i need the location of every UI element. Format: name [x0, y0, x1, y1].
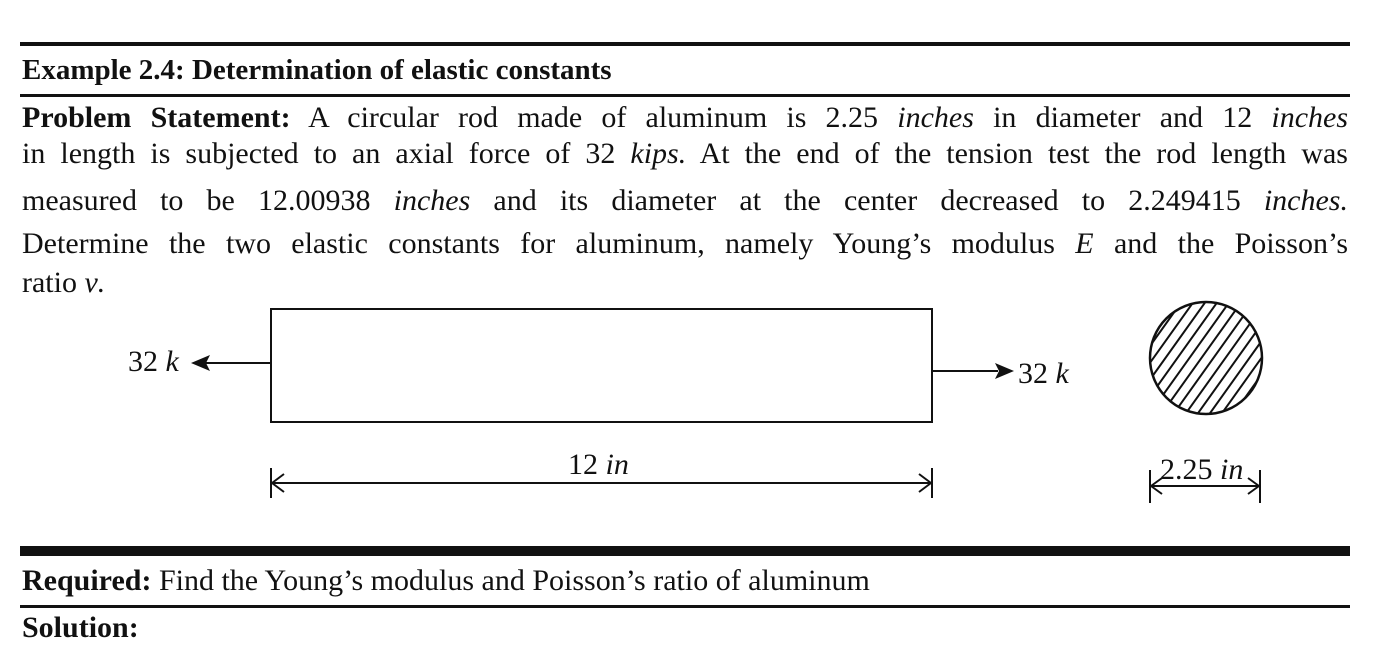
text-segment: in diameter and 12	[973, 101, 1272, 134]
required-line	[22, 563, 870, 599]
rod-body	[271, 309, 932, 422]
required-bottom-rule	[20, 605, 1350, 608]
length-label: 12 in	[568, 448, 629, 481]
text-segment: and the Poisson’s	[1093, 227, 1348, 260]
text-segment: inches	[393, 184, 471, 217]
text-segment: inches	[897, 101, 974, 134]
force-right-label: 32 k	[1018, 357, 1069, 390]
text-segment: Determine the two elastic constants for aluminum, namely Young’s modulus	[22, 227, 1076, 260]
example-title: Example 2.4: Determination of elastic constants	[22, 54, 612, 86]
force-left-label: 32 k	[128, 345, 179, 378]
text-segment: and its diameter at the center decreased to 2.249415	[470, 184, 1264, 217]
diameter-label: 2.25 in	[1160, 453, 1244, 486]
text-segment: ratio	[22, 266, 85, 299]
required-top-rule	[20, 546, 1350, 556]
text-segment: E	[1075, 227, 1094, 260]
cross-section	[1066, 290, 1322, 430]
right-force-arrow	[932, 363, 1014, 379]
problem-label: Problem Statement:	[22, 101, 291, 134]
text-segment: inches.	[1263, 184, 1348, 217]
text-segment: inches	[1271, 101, 1349, 134]
text-segment: kips.	[630, 137, 687, 170]
text-segment: A circular rod made of aluminum is 2.25	[290, 101, 898, 134]
text-segment: At the end of the tension test the rod length was	[686, 137, 1348, 170]
text-segment: ν.	[84, 266, 106, 299]
left-force-arrow	[191, 355, 271, 371]
text-segment: measured to be 12.00938	[22, 184, 394, 217]
solution-label: Solution:	[22, 611, 139, 644]
required-label: Required:	[22, 564, 152, 597]
text-segment: in length is subjected to an axial force of 32	[22, 137, 631, 170]
required-text: Find the Young’s modulus and Poisson’s ratio of aluminum	[151, 564, 870, 597]
